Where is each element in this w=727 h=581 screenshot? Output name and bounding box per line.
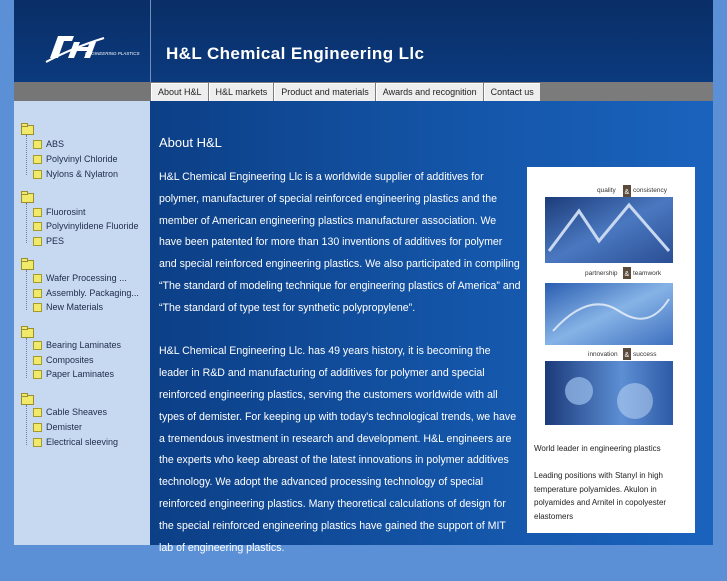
band-label-partnership: partnership bbox=[585, 270, 618, 277]
square-bullet-icon bbox=[33, 341, 42, 350]
folder-icon[interactable] bbox=[21, 258, 35, 270]
square-bullet-icon bbox=[33, 408, 42, 417]
square-bullet-icon bbox=[33, 438, 42, 447]
nav-tabs bbox=[151, 82, 541, 101]
square-bullet-icon bbox=[33, 289, 42, 298]
tab-awards[interactable]: Awards and recognition bbox=[376, 83, 483, 101]
band-label-innovation: innovation bbox=[588, 351, 618, 358]
square-bullet-icon bbox=[33, 423, 42, 432]
square-bullet-icon bbox=[33, 237, 42, 246]
svg-text:&: & bbox=[624, 189, 630, 196]
square-bullet-icon bbox=[33, 370, 42, 379]
square-bullet-icon bbox=[33, 208, 42, 217]
folder-icon[interactable] bbox=[21, 393, 35, 405]
band-label-teamwork: teamwork bbox=[633, 270, 662, 277]
svg-text:&: & bbox=[624, 352, 630, 359]
tab-contact[interactable]: Contact us bbox=[484, 83, 540, 101]
tab-markets[interactable]: H&L markets bbox=[209, 83, 274, 101]
square-bullet-icon bbox=[33, 274, 42, 283]
square-bullet-icon bbox=[33, 222, 42, 231]
site-header bbox=[14, 0, 713, 82]
square-bullet-icon bbox=[33, 356, 42, 365]
card-caption-body: Leading positions with Stanyl in high temperature polyamides. Akulon in polyamides and Arnitel in copolyester elastomers bbox=[534, 471, 667, 521]
company-logo[interactable] bbox=[44, 28, 140, 66]
folder-icon[interactable] bbox=[21, 326, 35, 338]
logo-area bbox=[14, 0, 151, 82]
paragraph: H&L Chemical Engineering Llc is a worldwide supplier of additives for polymer, manufacturer of special reinforced engineering plastics and the member of American engineering plastics manufacturer association. We have been patented for more than 130 inventions of additives for polymer and special reinforced engineering plastics. We also participated in compiling “The standard of modeling technique for engineering plastics of America” and “The standard of type test for synthetic polypropylene”. bbox=[159, 171, 521, 314]
top-navigation bbox=[14, 82, 713, 101]
feature-card bbox=[527, 167, 695, 533]
svg-text:&: & bbox=[624, 271, 630, 278]
band-label-consistency: consistency bbox=[633, 187, 667, 194]
square-bullet-icon bbox=[33, 170, 42, 179]
paragraph: H&L Chemical Engineering Llc. has 49 years history, it is becoming the leader in R&D and manufacturing of additives for polymer and special reinforced engineering plastics, serving the customers worldwide with all types of demister. For keeping up with today's technological trends, we have a tremendous investment in research and development. H&L engineers are the experts who keep abreast of the latest innovations in polymer additives technology. We adopt the advanced processing technology of special reinforced engineering plastics. Many theoretical calculations of design for the special reinforced engineering plastics have gained the support of MIT lab of engineering plastics. bbox=[159, 345, 517, 554]
page-title: About H&L bbox=[159, 135, 222, 150]
page-frame bbox=[14, 0, 713, 554]
about-body bbox=[159, 167, 521, 581]
folder-icon[interactable] bbox=[21, 191, 35, 203]
folder-icon[interactable] bbox=[21, 123, 35, 135]
band-label-success: success bbox=[633, 351, 657, 358]
site-title: H&L Chemical Engineering Llc bbox=[166, 44, 425, 63]
logo-text: ENGINEERING PLASTICS bbox=[85, 51, 140, 56]
square-bullet-icon bbox=[33, 303, 42, 312]
tab-products[interactable]: Product and materials bbox=[274, 83, 375, 101]
tab-about[interactable]: About H&L bbox=[151, 83, 208, 101]
feature-collage-image bbox=[539, 181, 691, 439]
square-bullet-icon bbox=[33, 140, 42, 149]
square-bullet-icon bbox=[33, 155, 42, 164]
nav-spacer bbox=[14, 82, 150, 101]
sidebar-tree: ABS Polyvinyl Chloride Nylons & Nylatron Fluorosint Polyvinylidene Fluoride PES Wafer Processing ... Assembly. Packaging... New Materials Bearing Laminates Composites Paper Laminates Cable Sheaves Demister Electrical sleeving bbox=[14, 101, 150, 545]
band-label-quality: quality bbox=[597, 187, 616, 194]
card-caption-title: World leader in engineering plastics bbox=[534, 444, 661, 453]
main-content bbox=[150, 101, 713, 554]
